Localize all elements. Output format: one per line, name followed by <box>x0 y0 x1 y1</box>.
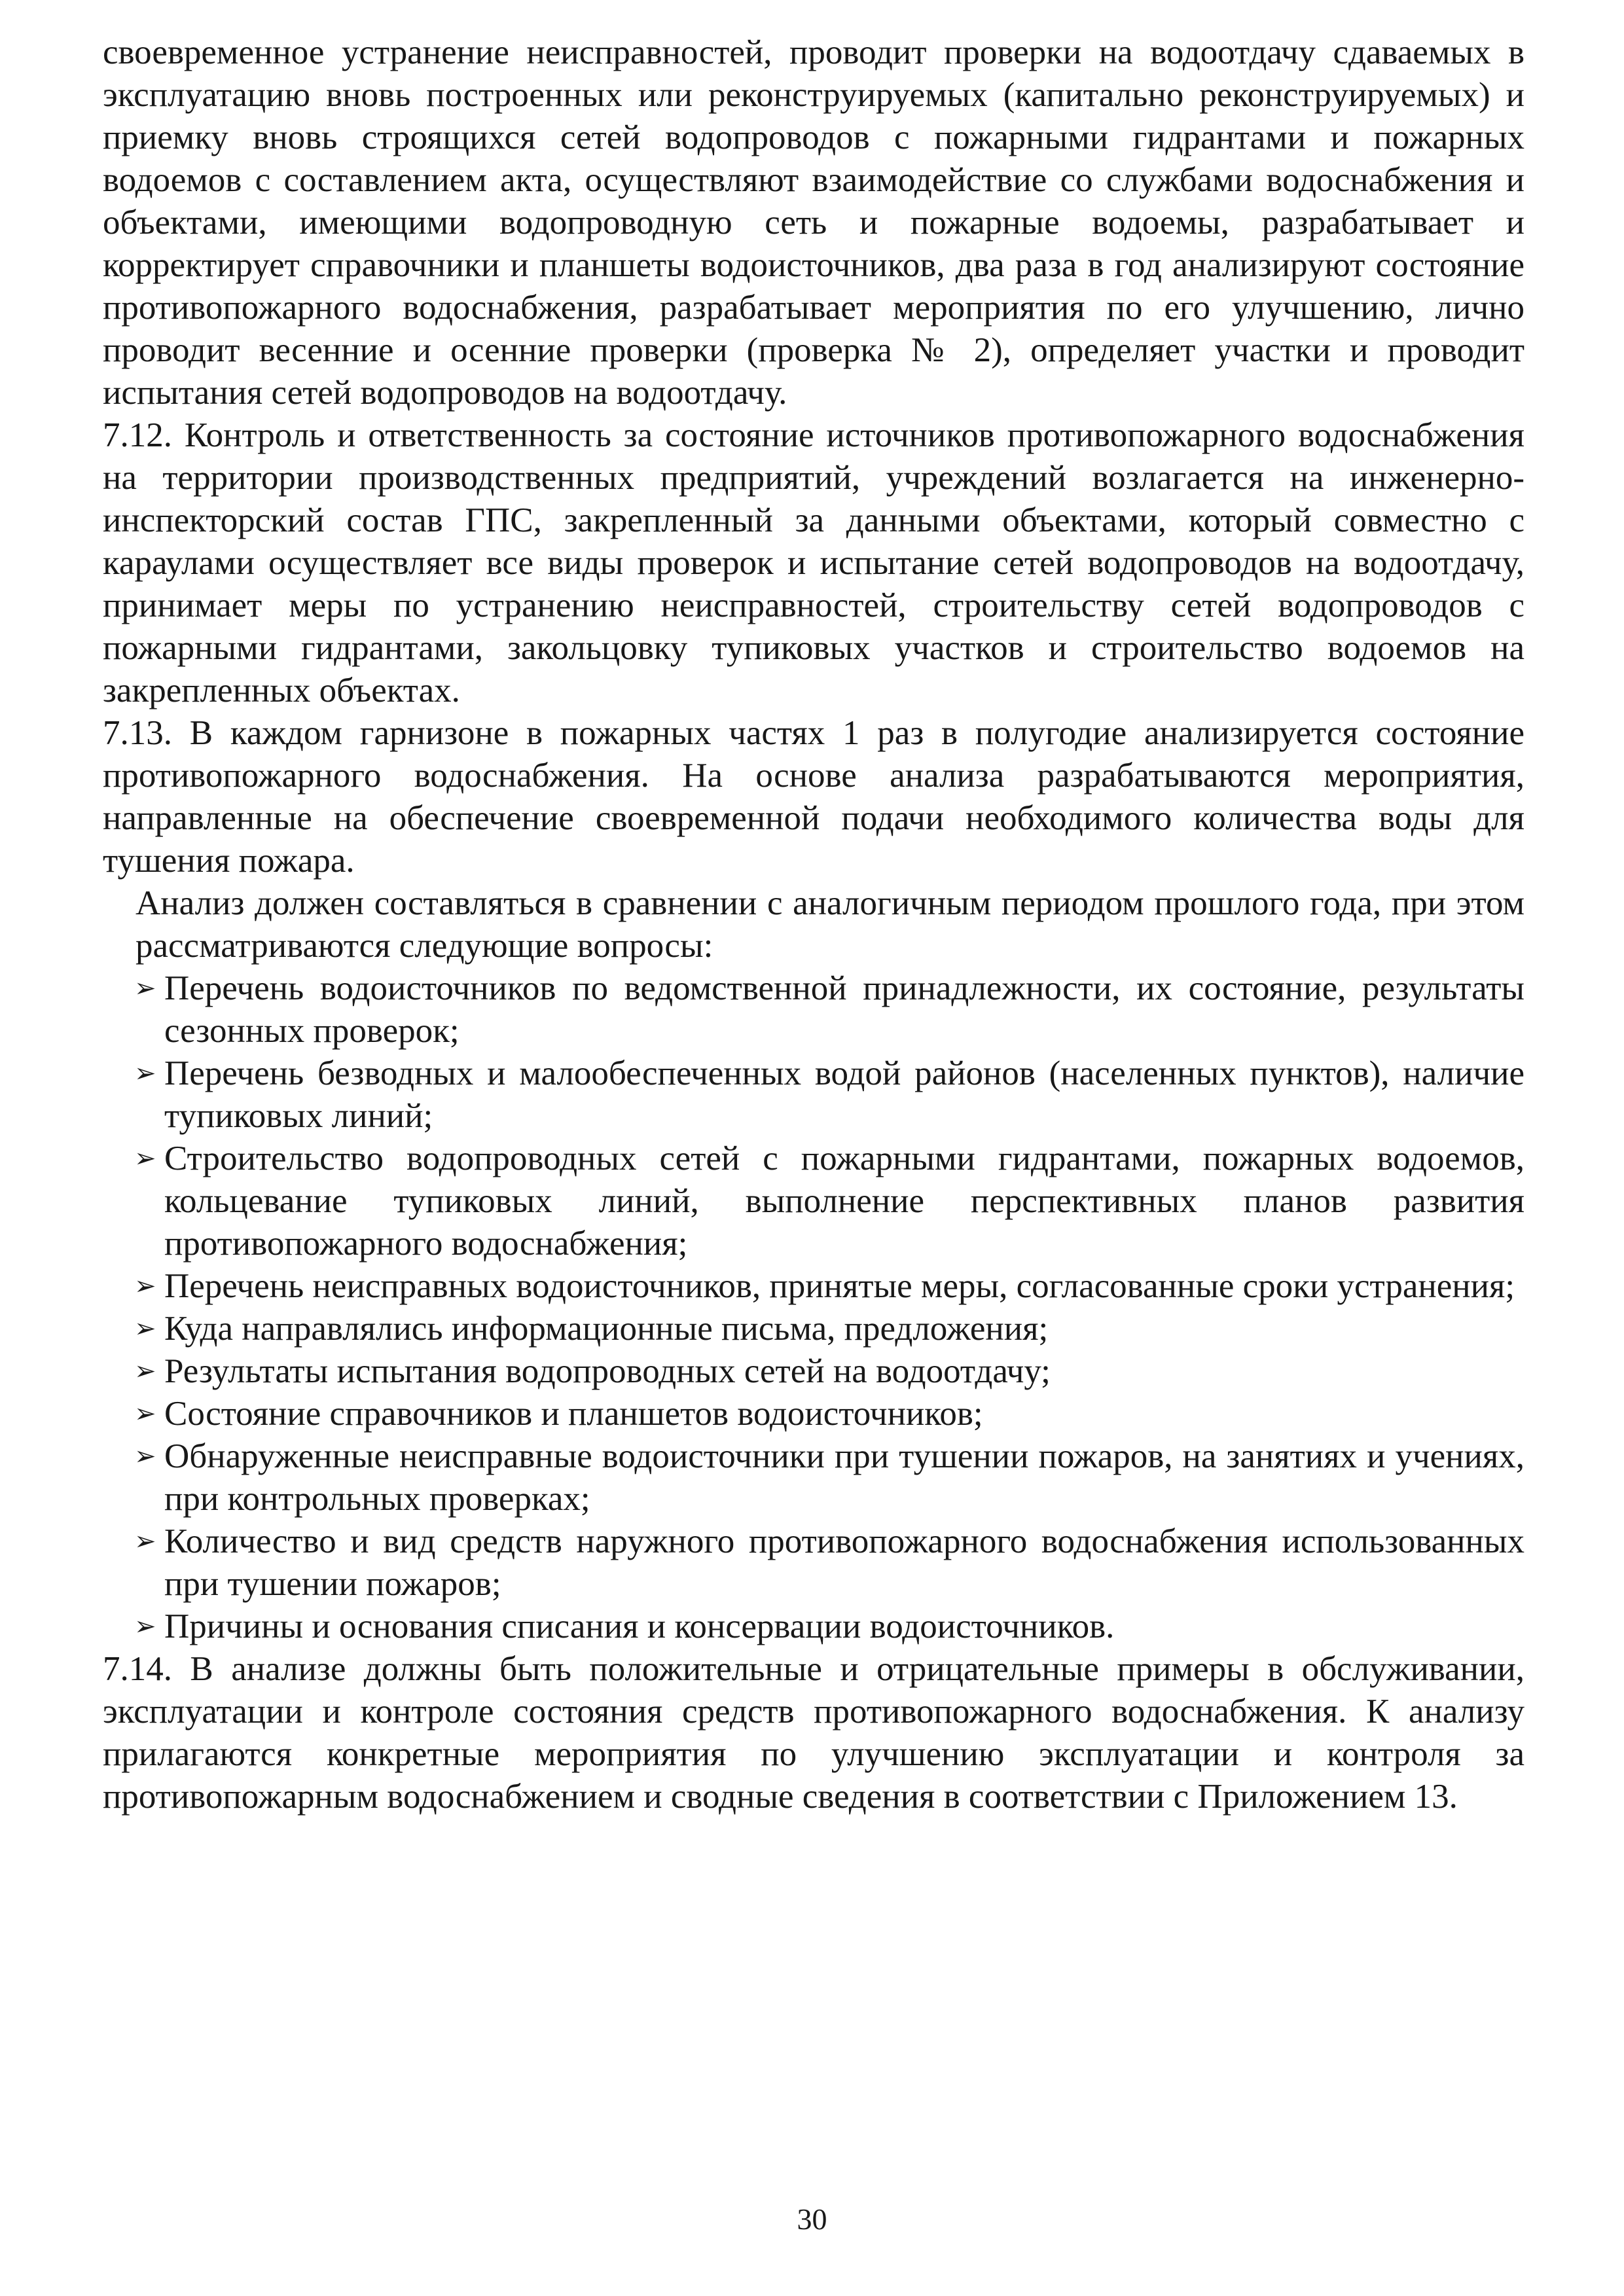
list-item-text: Обнаруженные неисправные водоисточники при тушении пожаров, на занятиях и учениях, при контрольных проверках; <box>164 1437 1525 1518</box>
paragraph-analysis-intro: Анализ должен составляться в сравнении с аналогичным периодом прошлого года, при этом рассматриваются следующие вопросы: <box>135 884 1525 965</box>
list-item-text: Состояние справочников и планшетов водоисточников; <box>164 1395 983 1433</box>
list-item-text: Перечень водоисточников по ведомственной принадлежности, их состояние, результаты сезонных проверок; <box>164 969 1525 1050</box>
list-item <box>134 1265 1525 1308</box>
arrow-bullet-icon: ➢ <box>134 1271 156 1301</box>
arrow-bullet-icon: ➢ <box>134 1356 156 1386</box>
arrow-bullet-icon: ➢ <box>134 1611 156 1641</box>
analysis-questions-list <box>103 967 1525 1648</box>
arrow-bullet-icon: ➢ <box>134 1314 156 1344</box>
arrow-bullet-icon: ➢ <box>134 1143 156 1174</box>
list-item <box>134 1138 1525 1265</box>
list-item-text: Перечень безводных и малообеспеченных водой районов (населенных пунктов), наличие тупиковых линий; <box>164 1054 1525 1135</box>
list-item <box>134 1605 1525 1648</box>
list-item <box>134 1520 1525 1605</box>
list-item <box>134 1052 1525 1138</box>
arrow-bullet-icon: ➢ <box>134 1058 156 1088</box>
paragraph-continuation: своевременное устранение неисправностей, проводит проверки на водоотдачу сдаваемых в эксплуатацию вновь построенных или реконструируемых (капитально реконструируемых) и приемку вновь строящихся сетей водопроводов с пожарными гидрантами и пожарных водоемов с составлением акта, осуществляют взаимодействие со службами водоснабжения и объектами, имеющими водопроводную сеть и пожарные водоемы, разрабатывает и корректирует справочники и планшеты водоисточников, два раза в год анализируют состояние противопожарного водоснабжения, разрабатывает мероприятия по его улучшению, лично проводит весенние и осенние проверки (проверка № 2), определяет участки и проводит испытания сетей водопроводов на водоотдачу. <box>103 33 1525 412</box>
list-item-text: Причины и основания списания и консервации водоисточников. <box>164 1607 1115 1645</box>
list-item <box>134 1350 1525 1393</box>
text-block <box>103 31 1525 1818</box>
list-item-text: Строительство водопроводных сетей с пожарными гидрантами, пожарных водоемов, кольцевание тупиковых линий, выполнение перспективных планов развития противопожарного водоснабжения; <box>164 1139 1525 1263</box>
paragraph-7-12: 7.12. Контроль и ответственность за состояние источников противопожарного водоснабжения на территории производственных предприятий, учреждений возлагается на инженерно-инспекторский состав ГПС, закрепленный за данными объектами, который совместно с караулами осуществляет все виды проверок и испытание сетей водопроводов на водоотдачу, принимает меры по устранению неисправностей, строительству сетей водопроводов с пожарными гидрантами, закольцовку тупиковых участков и строительство водоемов на закрепленных объектах. <box>103 416 1525 709</box>
list-item <box>134 1308 1525 1350</box>
paragraph-7-14: 7.14. В анализе должны быть положительные и отрицательные примеры в обслуживании, эксплуатации и контроле состояния средств противопожарного водоснабжения. К анализу прилагаются конкретные мероприятия по улучшению эксплуатации и контроля за противопожарным водоснабжением и сводные сведения в соответствии с Приложением 13. <box>103 1650 1525 1816</box>
list-item <box>134 1435 1525 1520</box>
paragraph-7-13: 7.13. В каждом гарнизоне в пожарных частях 1 раз в полугодие анализируется состояние противопожарного водоснабжения. На основе анализа разрабатываются мероприятия, направленные на обеспечение своевременной подачи необходимого количества воды для тушения пожара. <box>103 714 1525 880</box>
list-item-text: Куда направлялись информационные письма, предложения; <box>164 1310 1049 1348</box>
list-item-text: Количество и вид средств наружного противопожарного водоснабжения использованных при тушении пожаров; <box>164 1522 1525 1603</box>
list-item-text: Результаты испытания водопроводных сетей на водоотдачу; <box>164 1352 1051 1390</box>
page-number: 30 <box>797 2202 827 2236</box>
list-item-text: Перечень неисправных водоисточников, принятые меры, согласованные сроки устранения; <box>164 1267 1515 1305</box>
list-item <box>134 1393 1525 1435</box>
list-item <box>134 967 1525 1052</box>
arrow-bullet-icon: ➢ <box>134 1399 156 1429</box>
arrow-bullet-icon: ➢ <box>134 973 156 1003</box>
arrow-bullet-icon: ➢ <box>134 1441 156 1471</box>
arrow-bullet-icon: ➢ <box>134 1526 156 1556</box>
